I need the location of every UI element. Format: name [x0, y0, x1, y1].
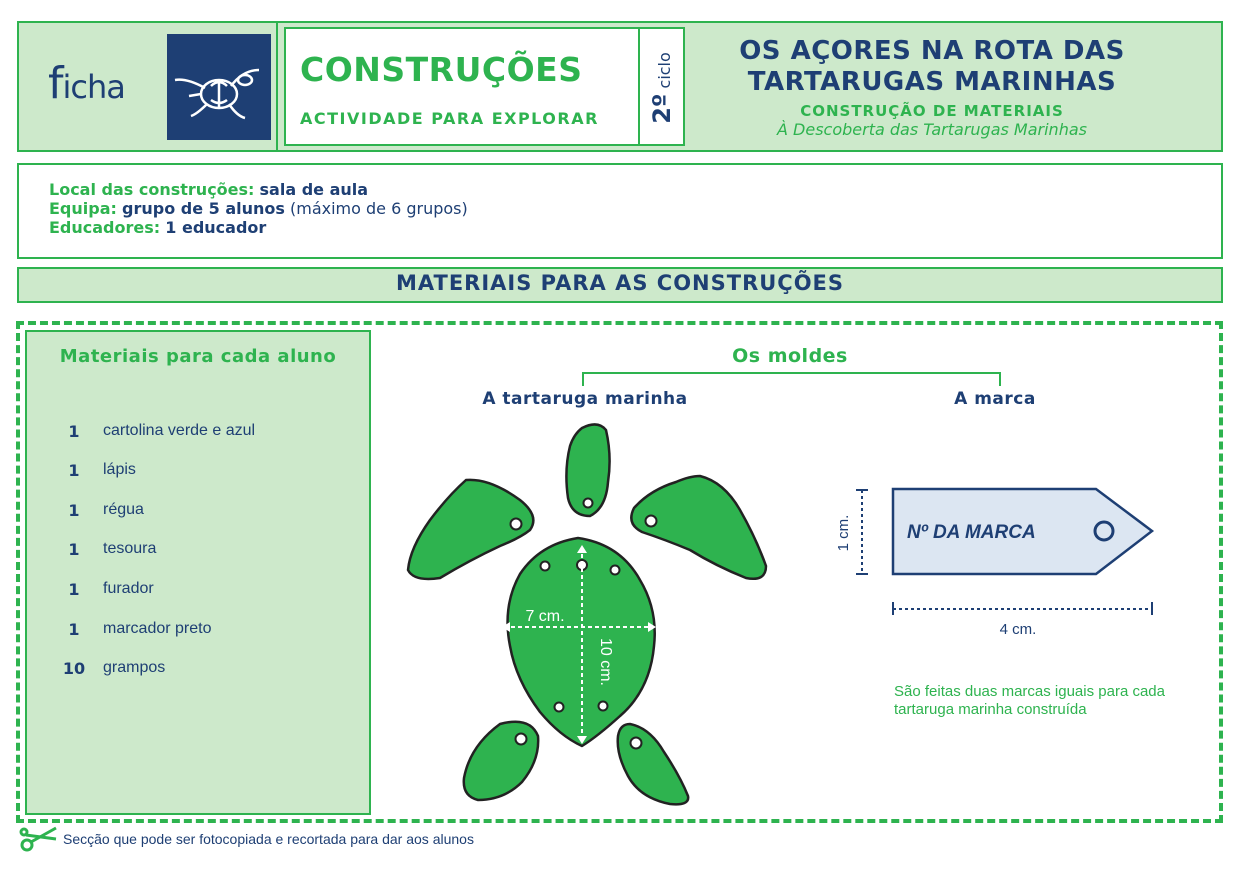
list-item: 10 grampos: [62, 659, 166, 678]
series-italic: À Descoberta das Tartarugas Marinhas: [777, 120, 1087, 139]
series-subtitle: CONSTRUÇÃO DE MATERIAIS: [800, 102, 1064, 120]
turtle-logo: [167, 34, 271, 140]
series-title: OS AÇORES NA ROTA DAS TARTARUGAS MARINHAS: [739, 36, 1125, 97]
turtle-template-label: A tartaruga marinha: [482, 389, 688, 409]
turtle-logo-icon: [167, 34, 271, 140]
list-item: 1 régua: [68, 501, 144, 520]
materials-title: Materiais para cada aluno: [59, 346, 337, 367]
section-title: MATERIAIS PARA AS CONSTRUÇÕES: [395, 271, 845, 295]
info-educadores: Educadores: 1 educador: [49, 218, 267, 237]
scissors-icon: [18, 825, 60, 855]
turtle-template: [400, 418, 770, 808]
turtle-right-back-flipper: [618, 724, 688, 804]
mark-template: [830, 480, 1170, 645]
mark-template-label: A marca: [954, 389, 1036, 409]
list-item: 1 furador: [68, 580, 154, 599]
page-subtitle: ACTIVIDADE PARA EXPLORAR: [300, 109, 599, 128]
mark-width-dimension: 4 cm.: [999, 621, 1037, 638]
list-item: 1 cartolina verde e azul: [68, 422, 256, 441]
mark-note: São feitas duas marcas iguais para cada tartaruga marinha construída: [894, 683, 1165, 718]
info-local: Local das construções: sala de aula: [49, 180, 369, 199]
length-dimension: 10 cm.: [597, 637, 614, 687]
materials-panel: [25, 330, 371, 815]
width-dimension: 7 cm.: [525, 608, 565, 625]
list-item: 1 lápis: [68, 461, 136, 480]
ciclo-label: 2º ciclo: [648, 52, 676, 124]
info-equipa: Equipa: grupo de 5 alunos (máximo de 6 grupos): [49, 199, 468, 218]
page-title: CONSTRUÇÕES: [300, 50, 583, 89]
list-item: 1 tesoura: [68, 540, 157, 559]
mark-text: Nº DA MARCA: [907, 522, 1036, 543]
mark-height-dimension: 1 cm.: [835, 514, 852, 552]
footer-note: Secção que pode ser fotocopiada e recortada para dar aos alunos: [63, 831, 474, 847]
list-item: 1 marcador preto: [68, 620, 212, 639]
turtle-left-back-flipper: [464, 722, 538, 800]
moldes-title: Os moldes: [732, 345, 848, 367]
moldes-bracket: [580, 370, 1004, 388]
ficha-logo-text: ficha: [48, 58, 125, 109]
series-heading: [692, 36, 1172, 139]
